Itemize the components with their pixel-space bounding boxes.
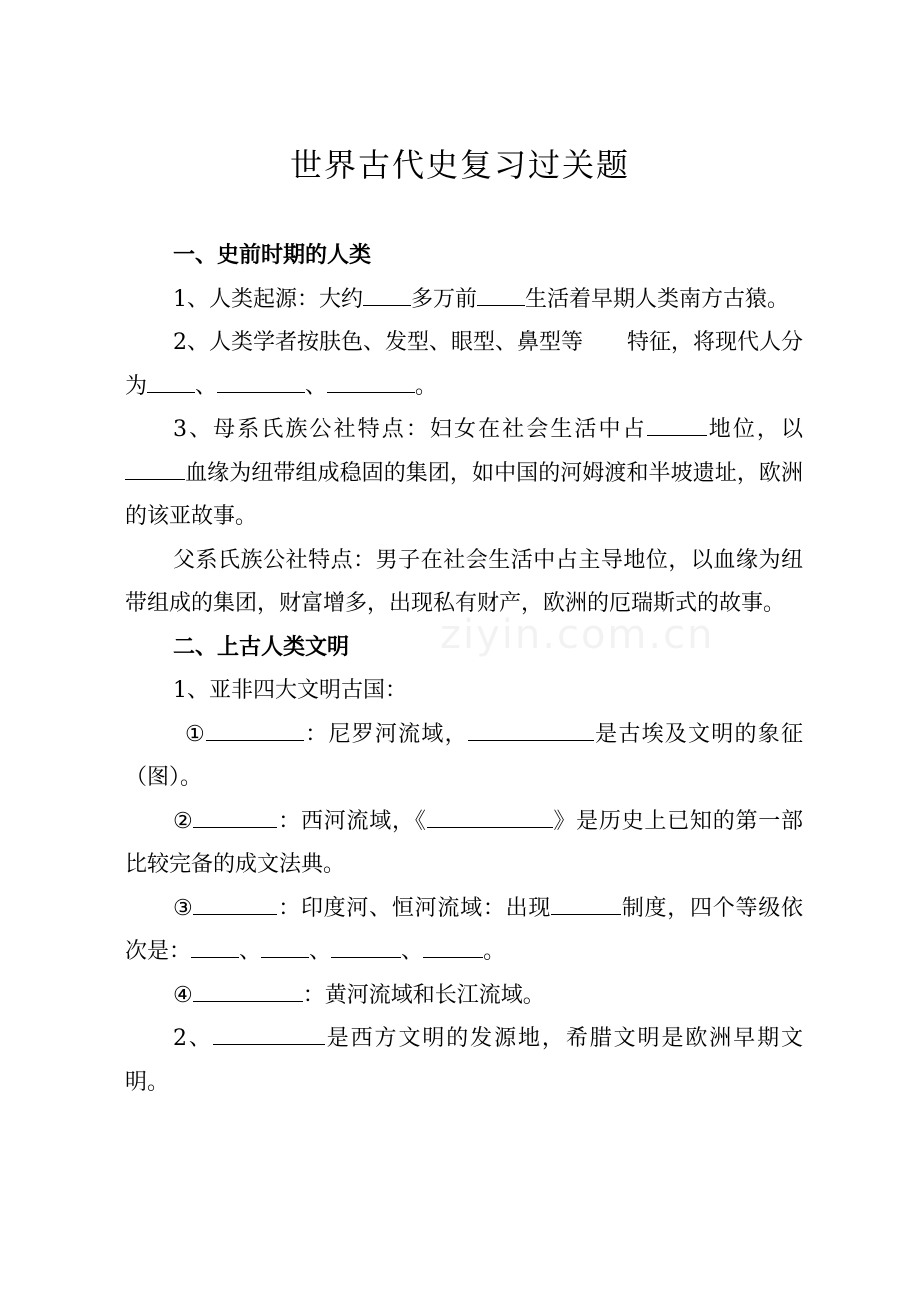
question-1-origin (125, 278, 803, 322)
fill-blank[interactable] (327, 366, 415, 393)
question-2-western-origin (125, 1017, 803, 1104)
fill-blank[interactable] (193, 801, 277, 828)
question-text: 、 (401, 939, 424, 964)
item-number: ③ (173, 895, 194, 921)
question-3-patriarchal: 父系氏族公社特点：男子在社会生活中占主导地位，以血缘为纽带组成的集团，财富增多，出现私有财产，欧洲的厄瑞斯式的故事。 (125, 547, 803, 616)
question-text: 。 (483, 939, 506, 964)
fill-blank[interactable] (125, 453, 185, 480)
question-text: 2、 (173, 1026, 213, 1051)
question-text: 2、人类学者按肤色、发型、眼型、鼻型等 特征，将现代人分为 (125, 330, 803, 399)
section-heading-ancient: 二、上古人类文明 (173, 634, 350, 660)
fill-blank[interactable] (427, 801, 553, 828)
fill-blank[interactable] (147, 366, 195, 393)
civilization-china (125, 974, 803, 1018)
question-text: 是西方文明的发源地，希腊文明是欧洲早期文明。 (125, 1026, 803, 1095)
question-text: 多万前 (411, 286, 478, 312)
fill-blank[interactable] (193, 888, 277, 915)
question-text: 、 (305, 373, 328, 399)
question-1-civilizations: 1、亚非四大文明古国： (173, 678, 407, 703)
watermark: ziyin.com.cn (440, 612, 715, 658)
fill-blank[interactable] (191, 931, 239, 958)
question-text: 。 (415, 373, 438, 399)
document-body (125, 234, 803, 1104)
fill-blank[interactable] (331, 931, 401, 958)
fill-blank[interactable] (363, 279, 411, 306)
question-text: 是古埃及文明的象征（图）。 (125, 721, 803, 790)
question-text: 制度，四个等级依次是： (125, 895, 803, 964)
civilization-egypt (125, 713, 803, 800)
question-text: ：黄河流域和长江流域。 (302, 982, 545, 1008)
question-text: 、 (239, 939, 262, 964)
fill-blank[interactable] (206, 714, 304, 741)
question-text: 地位，以 (706, 417, 803, 442)
question-text: 、 (309, 939, 332, 964)
fill-blank[interactable] (477, 279, 525, 306)
question-2-races (125, 321, 803, 408)
civilization-babylon (125, 800, 803, 887)
section-heading-prehistoric: 一、史前时期的人类 (173, 243, 372, 268)
question-text: 3、母系氏族公社特点：妇女在社会生活中占 (173, 417, 647, 442)
fill-blank[interactable] (213, 1018, 325, 1045)
fill-blank[interactable] (551, 888, 621, 915)
fill-blank[interactable] (423, 931, 483, 958)
question-3-matriarchal (125, 408, 803, 539)
question-text: 、 (195, 373, 218, 399)
question-text: ：西河流域，《 (277, 808, 427, 834)
fill-blank[interactable] (647, 409, 707, 436)
question-text: ：印度河、恒河流域：出现 (277, 895, 552, 921)
question-text: 血缘为纽带组成稳固的集团，如中国的河姆渡和半坡遗址，欧洲的该亚故事。 (125, 460, 803, 529)
fill-blank[interactable] (217, 366, 305, 393)
question-text: ：尼罗河流域， (303, 721, 468, 747)
item-number: ④ (173, 982, 193, 1008)
fill-blank[interactable] (261, 931, 309, 958)
fill-blank[interactable] (468, 714, 594, 741)
page-title: 世界古代史复习过关题 (289, 146, 630, 184)
fill-blank[interactable] (193, 975, 303, 1002)
question-text: 1、人类起源：大约 (173, 286, 363, 312)
question-text: 》是历史上已知的第一部比较完备的成文法典。 (125, 808, 803, 877)
item-number: ② (173, 808, 194, 834)
item-number: ① (185, 721, 206, 747)
question-text: 生活着早期人类南方古猿。 (525, 286, 790, 312)
civilization-india (125, 887, 803, 974)
